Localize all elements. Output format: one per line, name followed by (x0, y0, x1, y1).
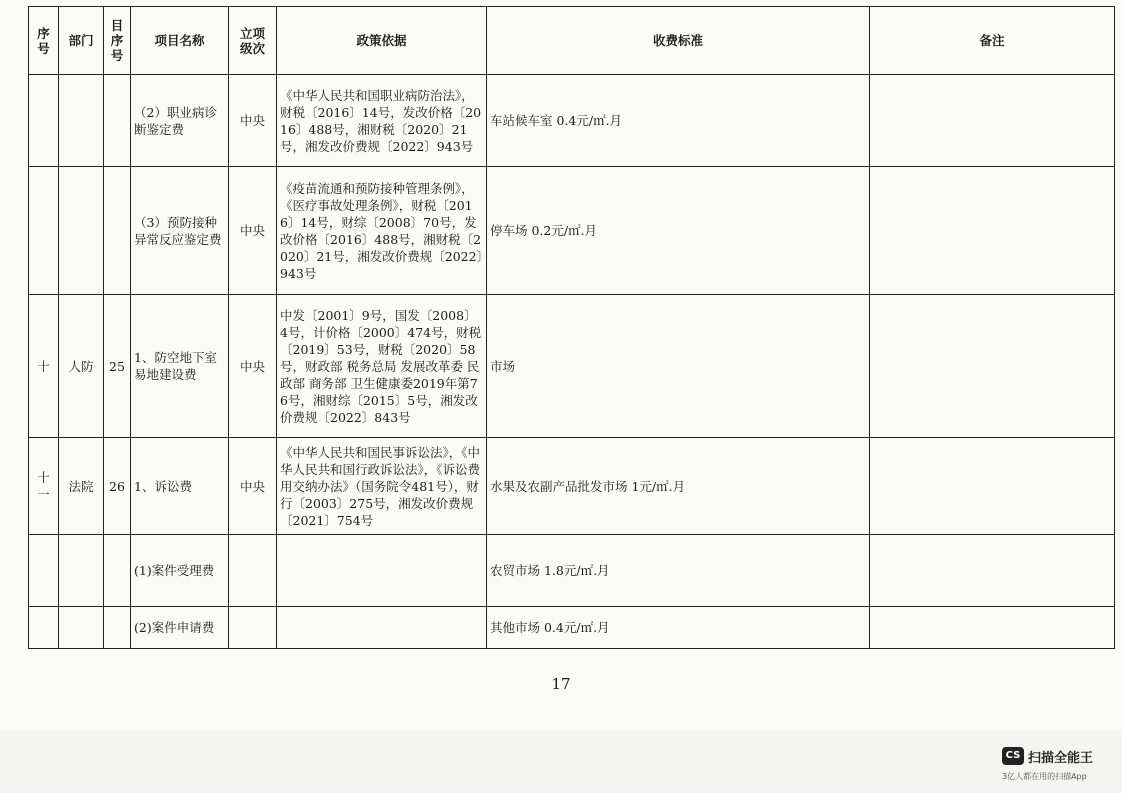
page-number: 17 (551, 675, 571, 693)
cell-seq (29, 535, 59, 607)
header-seq: 序号 (29, 7, 59, 75)
cell-dept: 法院 (59, 438, 104, 535)
cell-item-no: 26 (104, 438, 131, 535)
header-project: 项目名称 (131, 7, 229, 75)
cell-level: 中央 (229, 75, 277, 167)
cell-dept (59, 167, 104, 295)
table-row (29, 295, 1115, 438)
cell-item-no: 25 (104, 295, 131, 438)
cell-standard: 其他市场 0.4元/㎡.月 (487, 607, 870, 649)
table-row (29, 607, 1115, 649)
cell-project: （3）预防接种异常反应鉴定费 (131, 167, 229, 295)
cell-policy: 《中华人民共和国职业病防治法》，财税〔2016〕14号，发改价格〔2016〕488号，湘财税〔2020〕21号，湘发改价费规〔2022〕943号 (277, 75, 487, 167)
cell-item-no (104, 167, 131, 295)
cell-item-no (104, 75, 131, 167)
cell-standard: 农贸市场 1.8元/㎡.月 (487, 535, 870, 607)
cell-seq (29, 75, 59, 167)
cell-policy: 《疫苗流通和预防接种管理条例》，《医疗事故处理条例》，财税〔2016〕14号，财综〔2008〕70号，发改价格〔2016〕488号，湘财税〔2020〕21号，湘发改价费规〔2022〕943号 (277, 167, 487, 295)
camscanner-logo-icon: CS (1002, 747, 1024, 765)
cell-level: 中央 (229, 295, 277, 438)
cell-remark (870, 295, 1115, 438)
cell-policy (277, 607, 487, 649)
cell-policy (277, 535, 487, 607)
cell-level (229, 535, 277, 607)
header-row (29, 7, 1115, 75)
cell-dept (59, 75, 104, 167)
cell-level (229, 607, 277, 649)
scanner-watermark (1002, 745, 1112, 785)
table-row (29, 535, 1115, 607)
cell-item-no (104, 535, 131, 607)
cell-project: (2)案件申请费 (131, 607, 229, 649)
table-row (29, 75, 1115, 167)
cell-seq (29, 167, 59, 295)
cell-remark (870, 535, 1115, 607)
cell-project: 1、防空地下室易地建设费 (131, 295, 229, 438)
cell-policy: 《中华人民共和国民事诉讼法》，《中华人民共和国行政诉讼法》，《诉讼费用交纳办法》（国务院令481号），财行〔2003〕275号，湘发改价费规〔2021〕754号 (277, 438, 487, 535)
cell-level: 中央 (229, 438, 277, 535)
header-item-no: 目序号 (104, 7, 131, 75)
cell-project: 1、诉讼费 (131, 438, 229, 535)
fee-table (28, 6, 1115, 649)
cell-dept: 人防 (59, 295, 104, 438)
header-policy: 政策依据 (277, 7, 487, 75)
header-remark: 备注 (870, 7, 1115, 75)
cell-remark (870, 75, 1115, 167)
cell-seq (29, 607, 59, 649)
cell-remark (870, 438, 1115, 535)
cell-standard: 停车场 0.2元/㎡.月 (487, 167, 870, 295)
header-standard: 收费标准 (487, 7, 870, 75)
header-dept: 部门 (59, 7, 104, 75)
cell-dept (59, 535, 104, 607)
cell-remark (870, 607, 1115, 649)
cell-standard: 市场 (487, 295, 870, 438)
cell-seq: 十一 (29, 438, 59, 535)
watermark-subtitle: 3亿人都在用的扫描App (1002, 772, 1087, 781)
cell-item-no (104, 607, 131, 649)
cell-standard: 水果及农副产品批发市场 1元/㎡.月 (487, 438, 870, 535)
cell-level: 中央 (229, 167, 277, 295)
cell-project: (1)案件受理费 (131, 535, 229, 607)
table-row (29, 167, 1115, 295)
header-level: 立项级次 (229, 7, 277, 75)
cell-project: （2）职业病诊断鉴定费 (131, 75, 229, 167)
watermark-title: 扫描全能王 (1028, 751, 1094, 766)
cell-policy: 中发〔2001〕9号，国发〔2008〕4号，计价格〔2000〕474号，财税〔2019〕53号，财税〔2020〕58号，财政部 税务总局 发展改革委 民政部 商务部 卫生健康委2019年第76号，湘财综〔2015〕5号，湘发改价费规〔2022〕843号 (277, 295, 487, 438)
cell-standard: 车站候车室 0.4元/㎡.月 (487, 75, 870, 167)
table-row (29, 438, 1115, 535)
cell-dept (59, 607, 104, 649)
cell-remark (870, 167, 1115, 295)
cell-seq: 十 (29, 295, 59, 438)
